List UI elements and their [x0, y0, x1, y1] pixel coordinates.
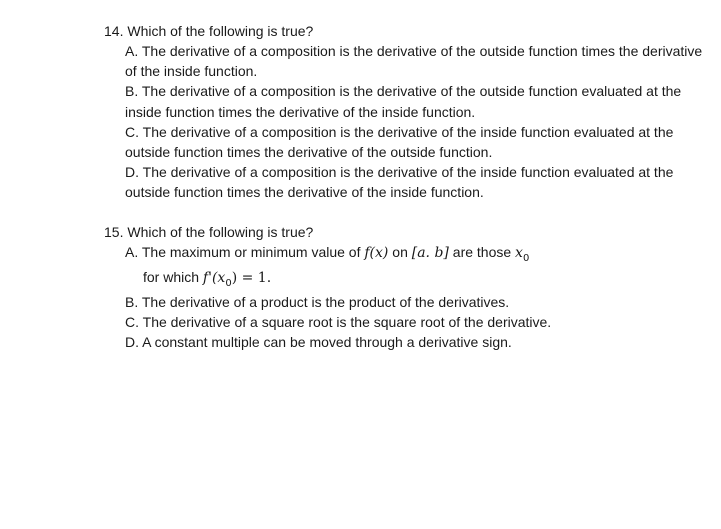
- question-15: [104, 222, 704, 353]
- math-interval: [a. b]: [411, 245, 449, 261]
- question-15-option-a: [125, 242, 704, 292]
- question-15-option-b: B. The derivative of a product is the product of the derivatives.: [125, 294, 510, 310]
- option-a-text-1: A. The maximum or minimum value of: [125, 244, 361, 260]
- option-a-text-2: on: [392, 244, 408, 260]
- question-14-option-a: A. The derivative of a composition is the derivative of the outside function times the derivative of the inside function.: [125, 43, 703, 80]
- question-15-option-c: C. The derivative of a square root is the square root of the derivative.: [125, 314, 552, 331]
- question-14: [104, 21, 704, 203]
- option-a-text-4: for which: [143, 269, 200, 285]
- question-15-option-d: D. A constant multiple can be moved through a derivative sign.: [125, 334, 512, 351]
- math-f-prime-pre: f'(x: [202, 270, 226, 286]
- math-f-of-x: f(x): [364, 245, 389, 261]
- question-15-option-a-line-1: [125, 242, 704, 266]
- question-15-option-a-line-2: [125, 266, 704, 292]
- math-f-prime-subscript: 0: [225, 278, 232, 289]
- math-x-subscript: 0: [522, 253, 530, 264]
- question-14-option-c: C. The derivative of a composition is the derivative of the inside function evaluated at the outside function times the derivative of the outside function.: [125, 123, 674, 161]
- question-14-title: 14. Which of the following is true?: [104, 23, 314, 39]
- math-f-prime-condition: [202, 270, 272, 289]
- question-14-option-b: B. The derivative of a composition is the derivative of the outside function evaluated at the inside function times the derivative of the inside function.: [125, 83, 682, 120]
- question-14-option-d: D. The derivative of a composition is the derivative of the inside function evaluated at the outside function times the derivative of the inside function.: [125, 164, 674, 201]
- math-x-sub-0: [515, 245, 530, 264]
- option-a-text-3: are those: [452, 244, 512, 260]
- math-f-prime-post: ) = 1.: [231, 270, 272, 286]
- math-x-var: x: [515, 245, 523, 261]
- question-14-options: [104, 41, 704, 203]
- question-15-title: 15. Which of the following is true?: [104, 224, 314, 240]
- question-15-options: [104, 242, 704, 353]
